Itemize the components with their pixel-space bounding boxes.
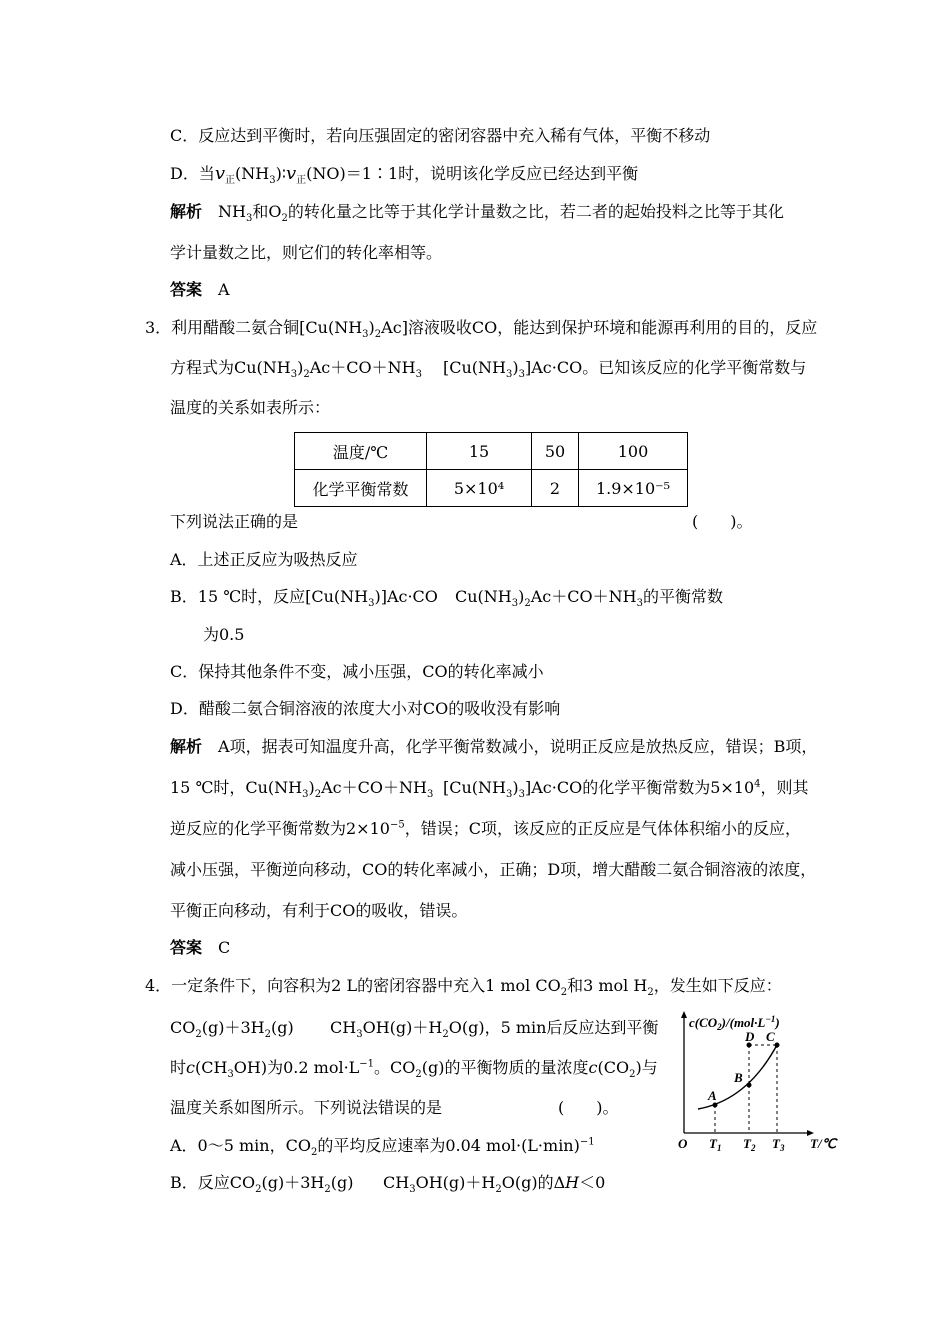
q3-stem-line-2a: 方程式为$Cu(NH_3)_2Ac+CO+NH_3$ xyxy=(170,358,422,381)
q3-analysis-line-1 xyxy=(170,737,817,757)
q3-analysis-line-5: 平衡正向移动，有利于CO的吸收，错误。 xyxy=(170,901,468,920)
q3-analysis-line-4: 减小压强，平衡逆向移动，CO的转化率减小，正确；D项，增大醋酸二氨合铜溶液的浓度， xyxy=(170,860,817,879)
q4-option-a: A．0～5 min，$CO_2$的平均反应速率为0.04 $mol\cdot(L\cdot\min)^{-1}$ xyxy=(170,1136,595,1159)
q3-option-d: D．醋酸二氨合铜溶液的浓度大小对CO的吸收没有影响 xyxy=(170,699,561,718)
q3-answer-value: C xyxy=(218,938,231,957)
y-axis-label: $c(CO_2)/(mol\cdot L^{-1})$ xyxy=(689,1014,780,1032)
concentration-temperature-graph xyxy=(670,1005,845,1155)
q2-analysis-line-1: 解析 $NH_3$和$O_2$的转化量之比等于其化学计量数之比，若二者的起始投料之比等于其化 xyxy=(170,202,784,225)
table-row xyxy=(295,470,688,507)
q4-answer-bracket: ( )。 xyxy=(558,1098,619,1117)
y-axis-arrow xyxy=(681,1011,687,1018)
q3-option-b-line-2: 为0.5 xyxy=(203,625,245,644)
q3-option-a: A．上述正反应为吸热反应 xyxy=(170,550,358,569)
point-d-label: D xyxy=(745,1029,755,1044)
point-a xyxy=(713,1103,718,1108)
q4-stem-line-4: 温度关系如图所示。下列说法错误的是 xyxy=(170,1098,443,1117)
q3-prompt: 下列说法正确的是 xyxy=(170,512,299,531)
q2-option-d: D．当$v_正(NH_3)∶v_正(NO)=1∶1$时，说明该化学反应已经达到平衡 xyxy=(170,163,639,187)
point-b-label: B xyxy=(734,1070,743,1085)
point-b xyxy=(747,1083,752,1088)
table-cell: 5×10⁴ xyxy=(427,470,532,507)
q4-option-b-a: B．反应$CO_2(g)+3H_2(g)$ xyxy=(170,1173,354,1196)
table-cell: 2 xyxy=(532,470,579,507)
point-a-label: A xyxy=(708,1088,717,1103)
table-cell: 100 xyxy=(579,433,688,470)
q3-stem-line-1: 3．利用醋酸二氨合铜$[Cu(NH_3)_2Ac]$溶液吸收CO，能达到保护环境和能源再利用的目的，反应 xyxy=(145,318,818,341)
tick-t1: $T_1$ xyxy=(709,1136,722,1153)
q4-stem-line-2b: $CH_3OH(g)+H_2O(g)$，5 min后反应达到平衡 xyxy=(330,1018,659,1041)
q4-stem-line-1: 4．一定条件下，向容积为2 L的密闭容器中充入1 mol $CO_2$和3 mol $H_2$，发生如下反应： xyxy=(145,976,782,999)
q3-analysis-label: 解析 xyxy=(170,737,203,756)
tick-t2: $T_2$ xyxy=(743,1136,756,1153)
q4-stem-line-3: 时$c(CH_3OH)$为0.2 $mol\cdot L^{-1}$。$CO_2(g)$的平衡物质的量浓度$c(CO_2)$与 xyxy=(170,1058,658,1081)
table-cell: 15 xyxy=(427,433,532,470)
q2-answer-label: 答案 xyxy=(170,280,203,299)
table-cell: 化学平衡常数 xyxy=(295,470,427,507)
table-cell: 1.9×10⁻⁵ xyxy=(579,470,688,507)
q3-answer xyxy=(170,938,230,958)
point-c-label: C xyxy=(766,1029,775,1044)
x-axis-label: T/℃ xyxy=(810,1136,837,1151)
q2-option-c: C．反应达到平衡时，若向压强固定的密闭容器中充入稀有气体，平衡不移动 xyxy=(170,126,711,145)
equilibrium-constant-table xyxy=(294,432,688,507)
table-cell: 温度/℃ xyxy=(295,433,427,470)
q4-option-b-b: $CH_3OH(g)+H_2O(g)$的ΔH＜0 xyxy=(383,1173,606,1196)
table-row xyxy=(295,433,688,470)
q3-answer-bracket: ( )。 xyxy=(692,512,753,531)
q3-analysis-text-1: A项，据表可知温度升高，化学平衡常数减小，说明正反应是放热反应，错误；B项， xyxy=(218,737,818,756)
q3-option-b-line-1a: B．15 ℃时，反应$[Cu(NH_3)]Ac\cdot CO$ xyxy=(170,587,438,610)
origin-label: O xyxy=(678,1136,688,1151)
tick-t3: $T_3$ xyxy=(772,1136,785,1153)
q3-analysis-line-3: 逆反应的化学平衡常数为$2\times 10^{-5}$，错误；C项，该反应的正反应是气体体积缩小的反应， xyxy=(170,819,801,838)
q3-option-b-line-1b: $Cu(NH_3)_2Ac+CO+NH_3$的平衡常数 xyxy=(455,587,723,610)
q3-analysis-line-2b: $[Cu(NH_3)_3]Ac\cdot CO$的化学平衡常数为$5\times 10^4$，则其 xyxy=(443,778,809,801)
q2-answer xyxy=(170,280,230,300)
q3-answer-label: 答案 xyxy=(170,938,203,957)
q3-stem-line-3: 温度的关系如表所示： xyxy=(170,398,331,417)
point-c xyxy=(775,1043,780,1048)
q3-stem-line-2b: $[Cu(NH_3)_3]Ac\cdot CO$。已知该反应的化学平衡常数与 xyxy=(443,358,807,381)
table-cell: 50 xyxy=(532,433,579,470)
q3-analysis-line-2a: 15 ℃时，$Cu(NH_3)_2Ac+CO+NH_3$ xyxy=(170,778,434,801)
q2-analysis-line-2: 学计量数之比，则它们的转化率相等。 xyxy=(170,243,443,262)
q4-stem-line-2a: $CO_2(g)+3H_2(g)$ xyxy=(170,1018,294,1041)
q2-answer-value: A xyxy=(218,280,230,299)
q2-analysis-label: 解析 xyxy=(170,202,203,221)
q3-option-c: C．保持其他条件不变，减小压强，CO的转化率减小 xyxy=(170,662,544,681)
